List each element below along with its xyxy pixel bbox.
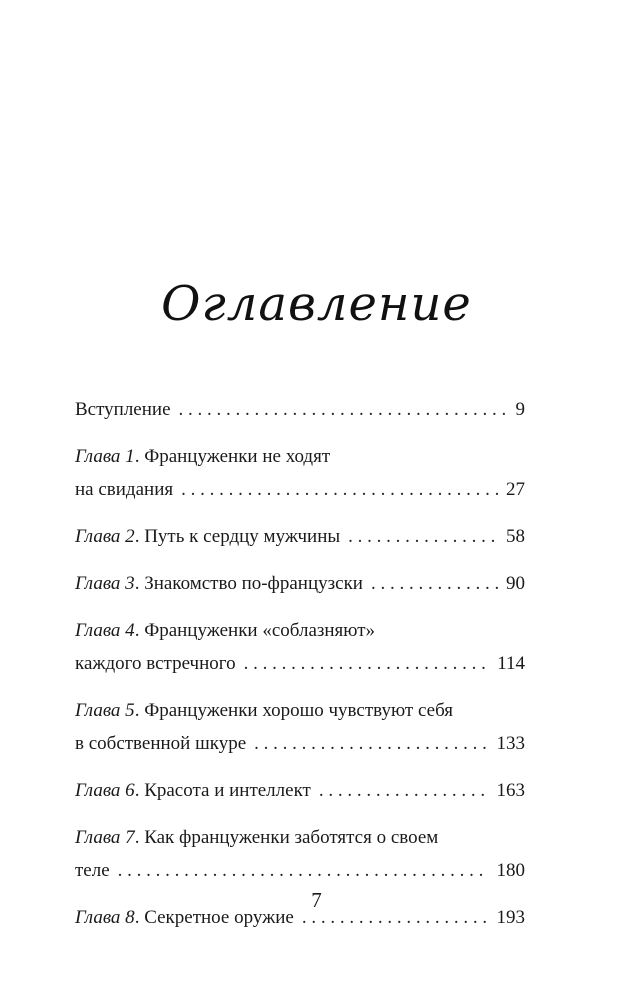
dot-leader [181,473,498,506]
entry-title: Француженки хорошо чувствуют себя [144,700,454,721]
page-number: 7 [311,888,322,912]
toc-text [75,473,173,506]
dot-leader [118,854,489,887]
toc-text [75,647,236,680]
page-ref: 9 [515,399,525,420]
toc-entry [75,567,525,600]
entry-title: теле [75,860,110,881]
toc-line [75,614,525,647]
table-of-contents [75,393,525,934]
toc-line [75,647,525,680]
dot-leader [179,393,508,426]
entry-title: Вступление [75,399,171,420]
toc-entry [75,393,525,426]
entry-title: каждого встречного [75,653,236,674]
toc-text: Глава 6. Красота и интеллект [75,780,311,801]
entry-title: Секретное оружие [144,907,294,928]
toc-line [75,774,525,807]
toc-text: Глава 8. Секретное оружие [75,907,294,928]
toc-line [75,567,525,600]
toc-line [75,520,525,553]
toc-text: Глава 5. Француженки хорошо чувствуют себя [75,700,454,721]
page-ref: 180 [496,860,525,881]
toc-line [75,393,525,426]
page-ref: 114 [497,653,525,674]
page-ref: 163 [496,780,525,801]
chapter-label: Глава 3 [75,573,135,594]
dot-leader [244,647,490,680]
dot-leader [348,520,498,553]
toc-entry [75,614,525,680]
toc-line [75,727,525,760]
toc-line [75,473,525,506]
dot-leader [254,727,488,760]
entry-title: Красота и интеллект [144,780,311,801]
toc-line [75,854,525,887]
toc-text [75,727,246,760]
toc-text: Глава 2. Путь к сердцу мужчины [75,526,341,547]
toc-line [75,440,525,473]
toc-entry [75,774,525,807]
toc-text: Глава 3. Знакомство по-французски [75,573,363,594]
toc-text [75,854,110,887]
entry-title: в собственной шкуре [75,733,247,754]
page-ref: 193 [496,907,525,928]
chapter-label: Глава 2 [75,526,135,547]
entry-title: Француженки «соблазняют» [144,620,376,641]
toc-entry [75,821,525,887]
entry-title: Как француженки заботятся о своем [144,827,439,848]
page-ref: 133 [496,733,525,754]
toc-line [75,694,525,727]
toc-text: Глава 7. Как француженки заботятся о своем [75,827,439,848]
toc-entry [75,520,525,553]
toc-entry [75,694,525,760]
entry-title: на свидания [75,479,174,500]
chapter-label: Глава 8 [75,907,135,928]
toc-line [75,821,525,854]
entry-title: Француженки не ходят [144,446,331,467]
chapter-label: Глава 7 [75,827,135,848]
page-ref: 58 [506,526,525,547]
toc-text: Глава 4. Француженки «соблазняют» [75,620,376,641]
dot-leader [371,567,498,600]
chapter-label: Глава 6 [75,780,135,801]
page-ref: 90 [506,573,525,594]
entry-title: Путь к сердцу мужчины [144,526,341,547]
toc-text: Глава 1. Француженки не ходят [75,446,331,467]
dot-leader [319,774,489,807]
toc-text [75,393,171,426]
chapter-label: Глава 1 [75,446,135,467]
entry-title: Знакомство по-французски [144,573,363,594]
page-ref: 27 [506,479,525,500]
toc-entry [75,440,525,506]
chapter-label: Глава 4 [75,620,135,641]
page-title: Оглавление [161,276,472,332]
chapter-label: Глава 5 [75,700,135,721]
